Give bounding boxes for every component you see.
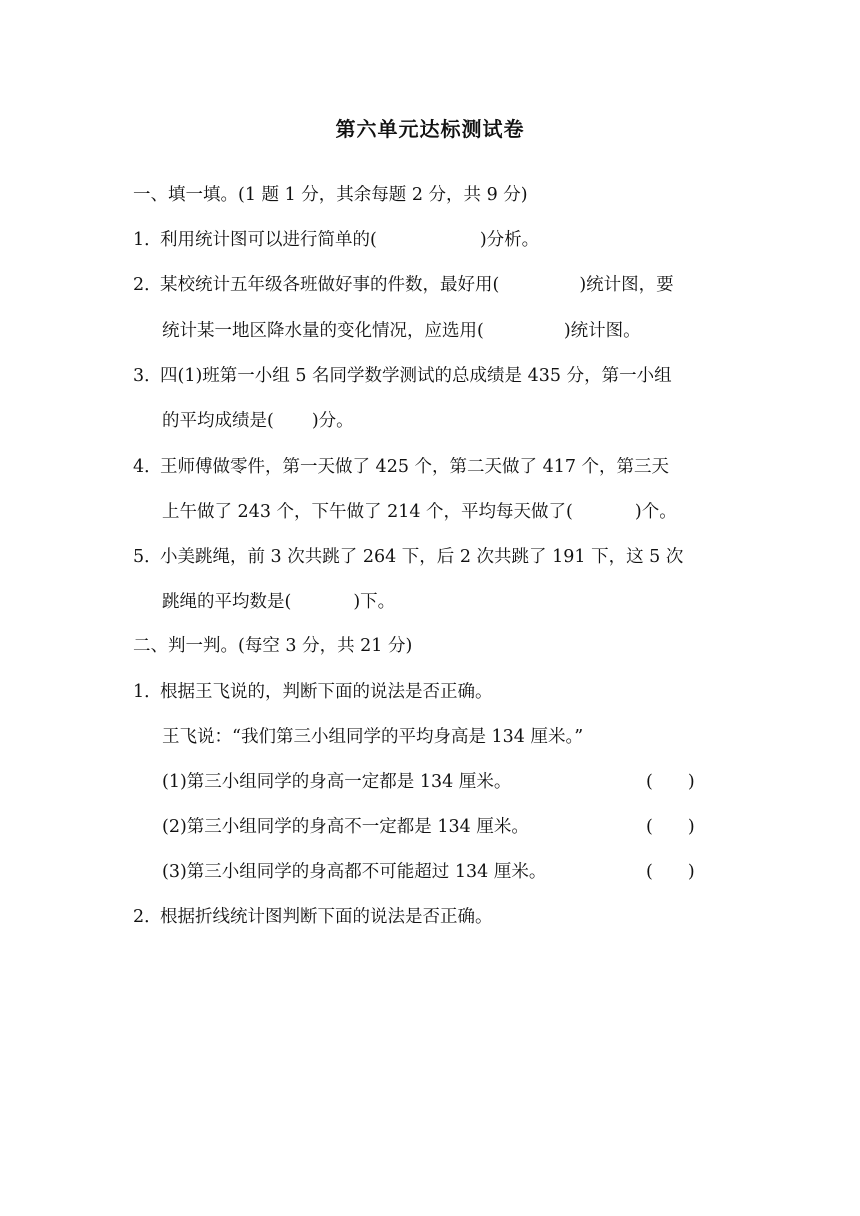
question-text: 利用统计图可以进行简单的( <box>160 230 377 250</box>
question-number: 1． <box>133 682 162 702</box>
question-text: )分。 <box>311 411 354 431</box>
question-1-1 <box>133 228 539 252</box>
question-text: )分析。 <box>479 230 540 250</box>
question-number: 5． <box>133 547 162 567</box>
question-text: 上午做了 243 个，下午做了 214 个，平均每天做了( <box>162 502 573 522</box>
judge-item-text: (3)第三小组同学的身高都不可能超过 134 厘米。 <box>162 862 547 882</box>
question-text: 小美跳绳，前 3 次共跳了 264 下，后 2 次共跳了 191 下，这 5 次 <box>160 547 684 567</box>
question-number: 2． <box>133 907 162 927</box>
judge-item-text: (1)第三小组同学的身高一定都是 134 厘米。 <box>162 772 512 792</box>
section1-heading: 一、填一填。(1 题 1 分，其余每题 2 分，共 9 分) <box>133 185 528 205</box>
question-text: )下。 <box>353 592 396 612</box>
question-number: 3． <box>133 366 162 386</box>
question-2-1-quote: 王飞说：“我们第三小组同学的平均身高是 134 厘米。” <box>162 727 584 747</box>
question-text: 跳绳的平均数是( <box>162 592 292 612</box>
question-text: 的平均成绩是( <box>162 411 274 431</box>
question-1-4-line2 <box>162 500 677 524</box>
section2-heading: 二、判一判。(每空 3 分，共 21 分) <box>133 636 413 656</box>
judge-item-2 <box>162 815 722 839</box>
answer-paren[interactable]: ( ) <box>646 772 695 792</box>
question-text: 根据折线统计图判断下面的说法是否正确。 <box>160 907 493 927</box>
question-2-2 <box>133 905 493 929</box>
question-2-1 <box>133 680 493 704</box>
question-text: 某校统计五年级各班做好事的件数，最好用( <box>160 275 500 295</box>
question-1-2-line1 <box>133 273 674 297</box>
question-text: 统计某一地区降水量的变化情况，应选用( <box>162 321 484 341</box>
page-title: 第六单元达标测试卷 <box>335 117 525 141</box>
question-text: 王师傅做零件，第一天做了 425 个，第二天做了 417 个，第三天 <box>160 457 670 477</box>
question-text: )统计图，要 <box>579 275 674 295</box>
question-1-5-line1 <box>133 545 683 569</box>
question-1-4-line1 <box>133 455 669 479</box>
judge-item-1 <box>162 770 722 794</box>
question-1-3-line1 <box>133 364 672 388</box>
judge-item-3 <box>162 860 722 884</box>
answer-paren[interactable]: ( ) <box>646 817 695 837</box>
question-number: 4． <box>133 457 162 477</box>
question-1-5-line2 <box>162 590 395 614</box>
question-text: )统计图。 <box>563 321 641 341</box>
question-text: 四(1)班第一小组 5 名同学数学测试的总成绩是 435 分，第一小组 <box>160 366 672 386</box>
answer-paren[interactable]: ( ) <box>646 862 695 882</box>
question-1-3-line2 <box>162 409 354 433</box>
question-number: 1． <box>133 230 162 250</box>
question-text: 根据王飞说的，判断下面的说法是否正确。 <box>160 682 493 702</box>
question-1-2-line2 <box>162 319 641 343</box>
question-number: 2． <box>133 275 162 295</box>
question-text: )个。 <box>634 502 677 522</box>
judge-item-text: (2)第三小组同学的身高不一定都是 134 厘米。 <box>162 817 529 837</box>
